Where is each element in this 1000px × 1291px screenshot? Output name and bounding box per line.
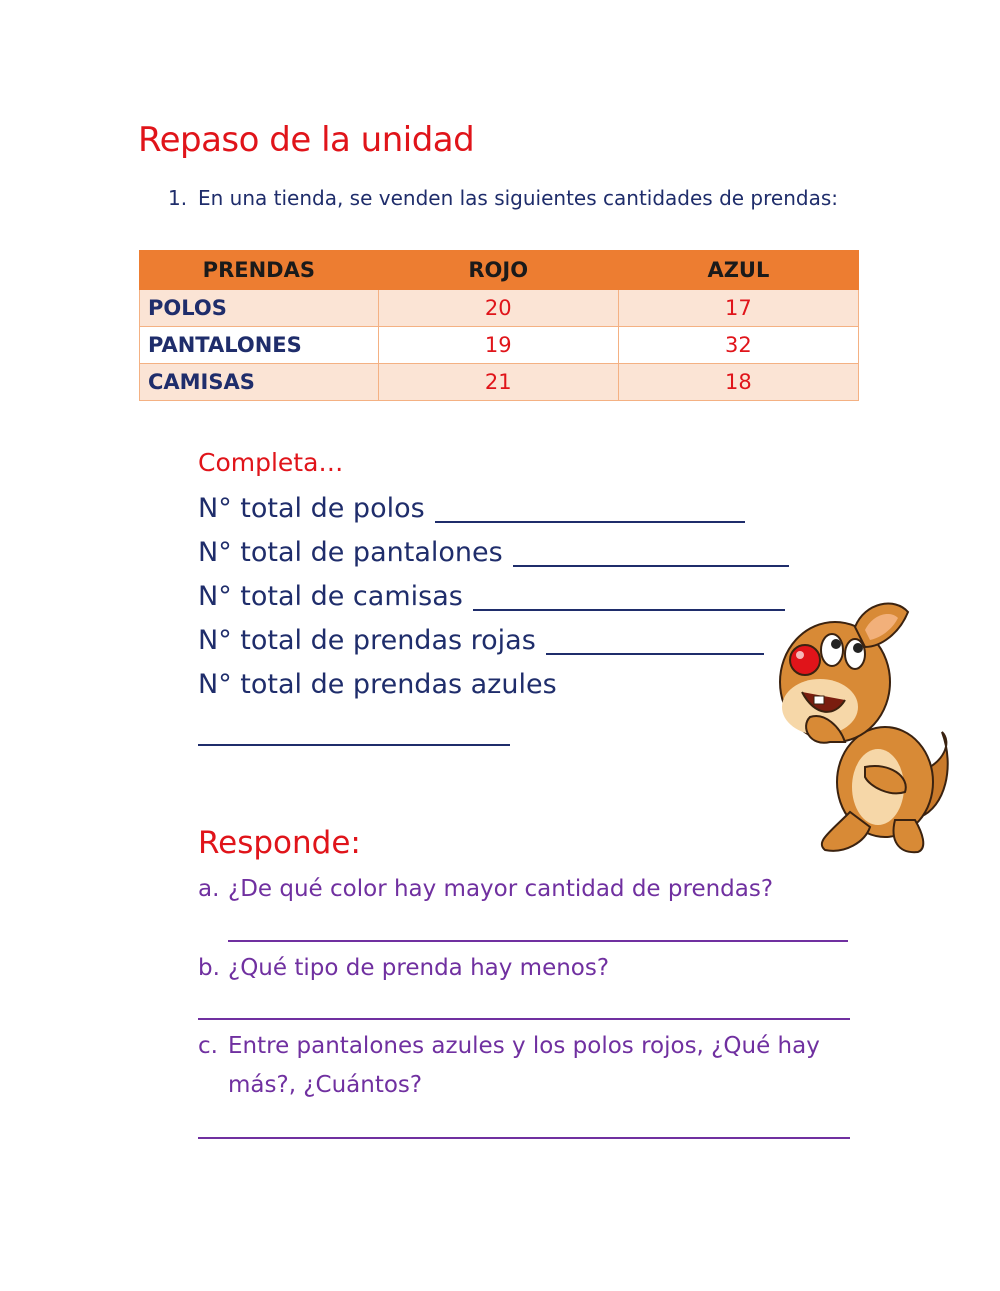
azul-cell: 18 <box>618 364 858 401</box>
answer-blank[interactable] <box>435 493 745 523</box>
fill-item-azules <box>198 669 557 700</box>
prenda-cell: PANTALONES <box>140 327 379 364</box>
fill-item-label: N° total de camisas <box>198 581 463 612</box>
page-title: Repaso de la unidad <box>138 120 475 160</box>
question-a <box>198 876 773 902</box>
fill-item-pantalones <box>198 537 789 568</box>
completa-heading: Completa… <box>198 448 344 477</box>
fill-item-polos <box>198 493 745 524</box>
question-letter: a. <box>198 876 220 902</box>
question-text: Entre pantalones azules y los polos rojos, ¿Qué hay <box>228 1033 820 1059</box>
fill-item-label: N° total de prendas azules <box>198 669 557 700</box>
prendas-table <box>139 250 859 401</box>
question-text: ¿Qué tipo de prenda hay menos? <box>228 955 610 981</box>
fill-item-label: N° total de prendas rojas <box>198 625 536 656</box>
question-c <box>198 1033 820 1059</box>
answer-blank[interactable] <box>546 625 764 655</box>
responde-heading: Responde: <box>198 825 361 861</box>
question-b <box>198 955 609 981</box>
question-letter: c. <box>198 1033 218 1059</box>
answer-line-b[interactable] <box>198 1018 850 1020</box>
table-header-row <box>140 251 859 290</box>
answer-blank[interactable] <box>513 537 789 567</box>
instruction-number: 1. <box>168 186 188 210</box>
header-azul: AZUL <box>618 251 858 290</box>
prenda-cell: CAMISAS <box>140 364 379 401</box>
header-rojo: ROJO <box>378 251 618 290</box>
table-row <box>140 364 859 401</box>
question-c-continuation: más?, ¿Cuántos? <box>228 1072 423 1098</box>
question-letter: b. <box>198 955 220 981</box>
question-text: ¿De qué color hay mayor cantidad de prendas? <box>228 876 774 902</box>
answer-line-a[interactable] <box>228 940 848 942</box>
fill-item-label: N° total de pantalones <box>198 537 503 568</box>
fill-item-label: N° total de polos <box>198 493 425 524</box>
answer-line-c[interactable] <box>198 1137 850 1139</box>
chipmunk-icon <box>770 592 955 862</box>
rojo-cell: 19 <box>378 327 618 364</box>
azul-cell: 32 <box>618 327 858 364</box>
table-row <box>140 327 859 364</box>
instruction-line <box>168 186 838 210</box>
answer-blank-azules[interactable] <box>198 744 510 746</box>
table-row <box>140 290 859 327</box>
fill-item-camisas <box>198 581 785 612</box>
answer-blank[interactable] <box>473 581 785 611</box>
prenda-cell: POLOS <box>140 290 379 327</box>
azul-cell: 17 <box>618 290 858 327</box>
header-prendas: PRENDAS <box>140 251 379 290</box>
instruction-text: En una tienda, se venden las siguientes cantidades de prendas: <box>198 186 838 210</box>
fill-item-rojas <box>198 625 764 656</box>
rojo-cell: 21 <box>378 364 618 401</box>
rojo-cell: 20 <box>378 290 618 327</box>
